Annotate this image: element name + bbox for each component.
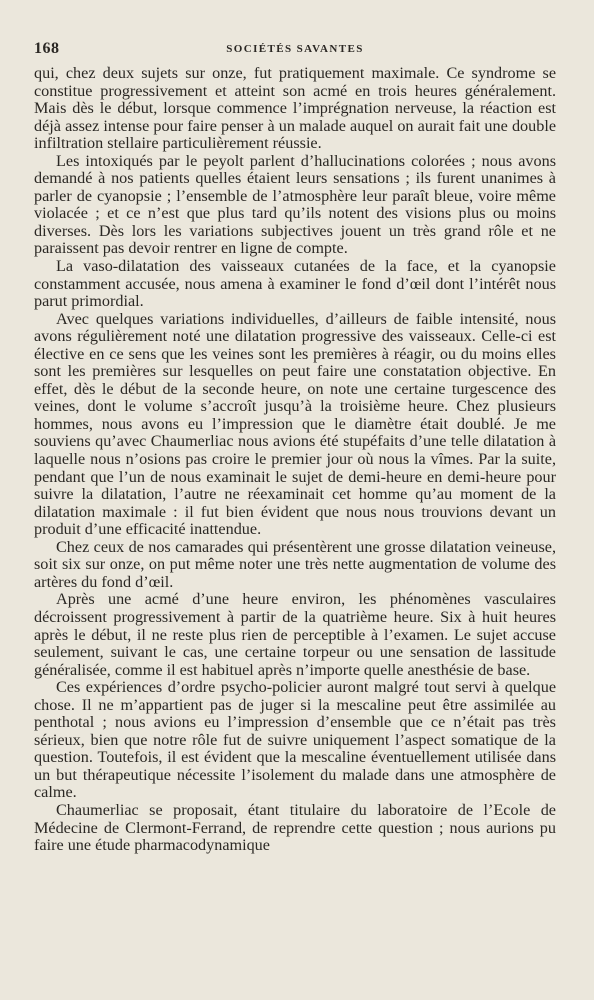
paragraph: Après une acmé d’une heure environ, les phénomènes vasculaires décroissent progressivement à partir de la quatrième heure. Six à huit heures après le début, il ne reste plus rien de perceptible à l’examen. Le sujet accuse seulement, suivant le cas, une certaine torpeur ou une sensation de lassitude généralisée, comme il est habituel après n’importe quelle anesthésie de base.: [34, 590, 556, 679]
paragraph: Ces expériences d’ordre psycho-policier auront malgré tout servi à quelque chose. Il ne m’appartient pas de juger si la mescaline peut être assimilée au penthotal ; nous avions eu l’impression d’ensemble que ce n’était pas très sérieux, bien que notre rôle fut de suivre uniquement l’aspect somatique de la question. Toutefois, il est évident que la mescaline éventuellement utilisée dans un but thérapeutique nécessite l’isolement du malade dans une atmosphère de calme.: [34, 678, 556, 802]
page-header: [34, 40, 556, 60]
paragraph: qui, chez deux sujets sur onze, fut pratiquement maximale. Ce syndrome se constitue progressivement et atteint son acmé en trois heures généralement. Mais dès le début, lorsque commence l’imprégnation nerveuse, la réaction est déjà assez intense pour faire penser à un malade auquel on aurait fait une double infiltration stellaire particulièrement réussie.: [34, 64, 556, 153]
paragraph: Les intoxiqués par le peyolt parlent d’hallucinations colorées ; nous avons demandé à nos patients quelles étaient leurs sensations ; ils furent unanimes à parler de cyanopsie ; l’ensemble de l’atmosphère leur paraît bleue, voire même violacée ; et ce n’est que plus tard qu’ils notent des visions plus ou moins diverses. Dès lors les variations subjectives jouent un très grand rôle et ne paraissent pas devoir rentrer en ligne de compte.: [34, 151, 556, 258]
paragraph: La vaso-dilatation des vaisseaux cutanées de la face, et la cyanopsie constamment accusée, nous amena à examiner le fond d’œil dont l’intérêt nous parut primordial.: [34, 257, 556, 311]
page-number: 168: [34, 40, 60, 57]
running-head: SOCIÉTÉS SAVANTES: [226, 43, 364, 55]
body-text: [34, 65, 556, 855]
paragraph: Avec quelques variations individuelles, d’ailleurs de faible intensité, nous avons régulièrement noté une dilatation progressive des vaisseaux. Celle-ci est élective en ce sens que les veines sont les premières à réagir, ou du moins elles sont les premières sur lesquelles on peut faire une constatation objective. En effet, dès le début de la seconde heure, on note une certaine turgescence des veines, dont le volume s’accroît jusqu’à la troisième heure. Chez plusieurs hommes, nous avons eu l’impression que le diamètre était doublé. Je me souviens qu’avec Chaumerliac nous avions été stupéfaits d’une telle dilatation à laquelle nous n’osions pas croire le premier jour où nous la vîmes. Par la suite, pendant que l’un de nous examinait le sujet de demi-heure en demi-heure pour suivre la dilatation, l’autre ne réexaminait cet homme qu’au moment de la dilatation maximale : il fut bien évident que nous nous trouvions devant un produit d’une efficacité inattendue.: [34, 309, 556, 539]
paragraph: Chaumerliac se proposait, étant titulaire du laboratoire de l’Ecole de Médecine de Clermont-Ferrand, de reprendre cette question ; nous aurions pu faire une étude pharmacodynamique: [34, 800, 556, 855]
paragraph: Chez ceux de nos camarades qui présentèrent une grosse dilatation veineuse, soit six sur onze, on put même noter une très nette augmentation de volume des artères du fond d’œil.: [34, 537, 556, 591]
